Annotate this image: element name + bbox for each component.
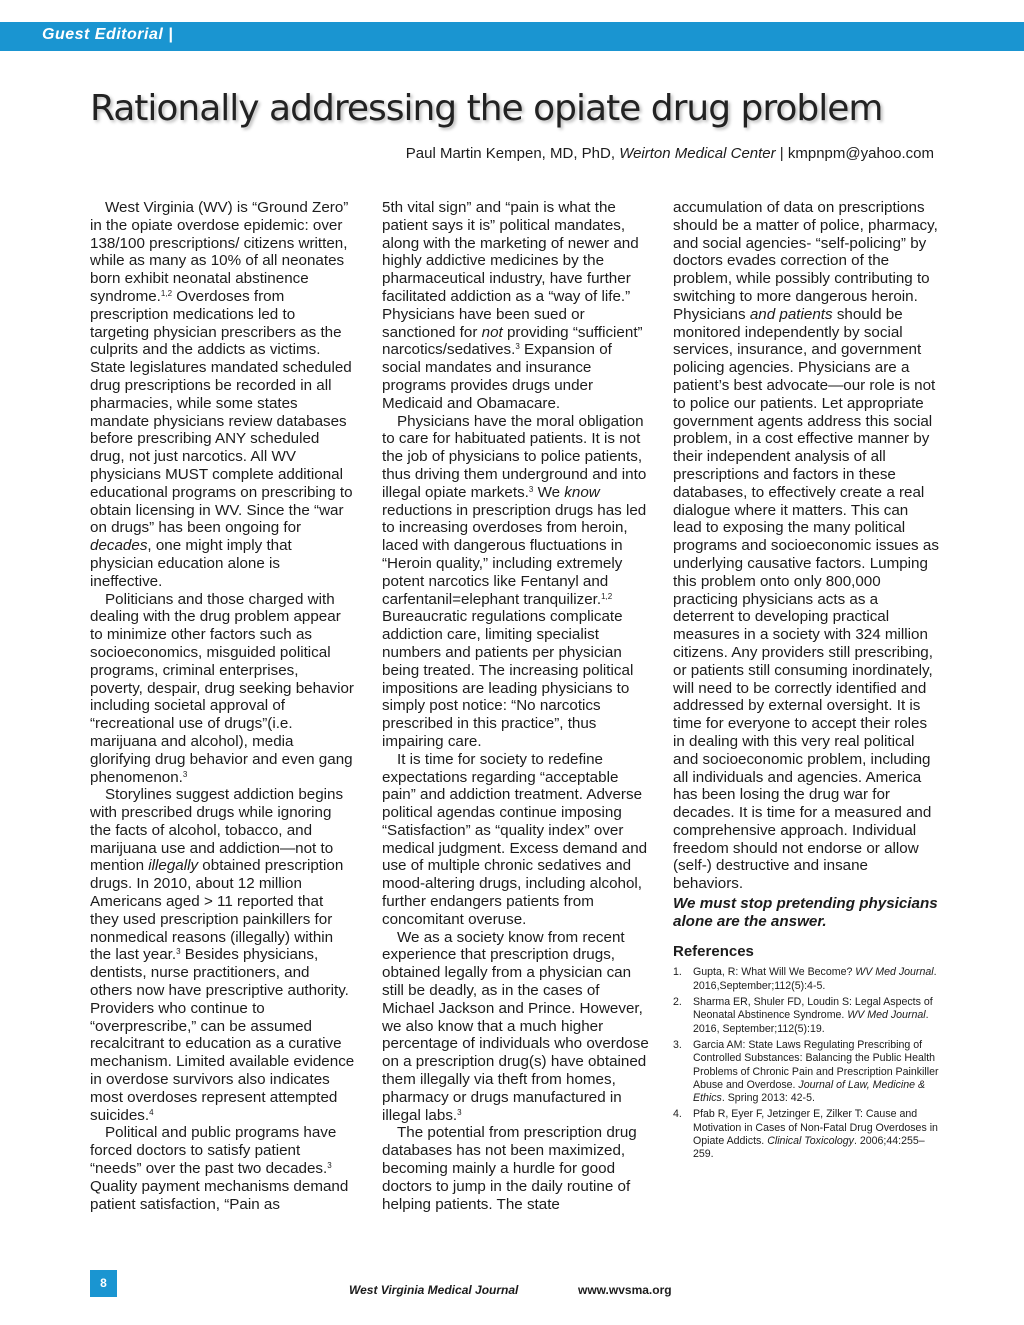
citation: 3 [176, 947, 181, 957]
page-number: 8 [90, 1270, 117, 1297]
citation: 3 [515, 342, 520, 352]
footer-journal-name: West Virginia Medical Journal [349, 1283, 519, 1297]
paragraph: Physicians have the moral obligation to care for habituated patients. It is not the job of physicians to police patients, thus driving them underground and into illegal opiate markets.$^3$ We know reductions in prescription drugs has led to increasing overdoses from heroin, laced with dangerous fluctuations in “Heroin quality,” including extremely potent narcotics like Fentanyl and carfentanil=elephant tranquilizer.$^{1,2}$ Bureaucratic regulations complicate addiction care, limiting specialist numbers and patients per physician being treated. The increasing political impositions are leading physicians to simply post notice: “No narcotics prescribed in this practice”, thus impairing care. [382, 412, 647, 750]
footer-website: www.wvsma.org [578, 1283, 672, 1297]
citation: 4 [149, 1107, 154, 1117]
citation: 1,2 [160, 288, 173, 298]
paragraph: It is time for society to redefine expectations regarding “acceptable pain” and addiction treatment. Adverse political agendas continue imposing “Satisfaction” as “quality index” over medical judgment. Excess demand and use of multiple chronic sedatives and mood-altering drugs, including alcohol, further endangers patients from concomitant overuse. [382, 750, 648, 928]
paragraph: 5th vital sign” and “pain is what the patient says it is” political mandates, along with the marketing of newer and highly addictive medicines by the pharmaceutical industry, have further facilitated addiction as a “way of life.” Physicians have been sued or sanctioned for not providing “sufficient” narcotics/sedatives.$^3$ Expansion of social mandates and insurance programs provides drugs under Medicaid and Obamacare. [382, 199, 643, 412]
section-banner [0, 22, 1024, 51]
reference-item: 4. Pfab R, Eyer F, Jetzinger E, Zilker T: Cause and Motivation in Cases of Non-Fatal Drug Overdoses in Opiate Addicts. Clinical Toxicology. 2006;44:255–259. [673, 1108, 938, 1161]
byline [406, 145, 934, 162]
reference-item: 2. Sharma ER, Shuler FD, Loudin S: Legal Aspects of Neonatal Abstinence Syndrome. WV Med Journal. 2016, September;112(5):19. [673, 996, 933, 1035]
references-heading: References [673, 942, 754, 960]
citation: 3 [457, 1107, 462, 1117]
closing-statement: We must stop pretending physicians alone are the answer. [673, 895, 938, 930]
citation: 1,2 [601, 591, 613, 601]
body-column-1 [90, 199, 355, 1213]
body-column-2 [382, 199, 650, 1213]
paragraph: The potential from prescription drug databases has not been maximized, becoming mainly a hurdle for good doctors to jump in the daily routine of helping patients. The state [382, 1124, 637, 1213]
references-list [673, 966, 941, 1161]
body-column-3 [673, 199, 941, 1165]
paragraph: accumulation of data on prescriptions should be a matter of police, pharmacy, and social agencies- “self-policing” by doctors evades correction of the problem, while possibly contributing to switching to more dangerous heroin. Physicians and patients should be monitored independently by social services, insurance, and government policing agencies. Physicians are a patient’s best advocate—our role is not to police our patients. Let appropriate government agents address this social problem, in a cost effective manner by their independent analysis of all prescriptions and factors in these databases, to effectively create a real dialogue where it matters. This can lead to exposing the many political programs and socioeconomic issues as underlying causative factors. Lumping this problem onto only 800,000 practicing physicians acts as a deterrent to developing practical measures in a society with 324 million citizens. Any providers still prescribing, or patients still consuming inordinately, will need to be correctly identified and addressed by external oversight. It is time for everyone to accept their roles in dealing with this very real political and socioeconomic problem, including all individuals and agencies. America has been losing the drug war for decades. It is time for a measured and comprehensive approach. Individual freedom should not endorse or allow (self-) destructive and insane behaviors. [673, 199, 939, 893]
reference-item: 3. Garcia AM: State Laws Regulating Prescribing of Controlled Substances: Balancing the Public Health Problems of Chronic Pain and Prescription Painkiller Abuse and Overdose. Journal of Law, Medicine & Ethics. Spring 2013: 42-5. [673, 1038, 939, 1105]
paragraph: West Virginia (WV) is “Ground Zero” in the opiate overdose epidemic: over 138/100 prescriptions/ citizens written, while as many as 10% of all neonates born exhibit neonatal abstinence syndrome.$^{1,2}$ Overdoses from prescription medications led to targeting physician prescribers as the culprits and the addicts as victims. State legislatures mandated scheduled drug prescriptions be recorded in all pharmacies, while some states mandate physicians review databases before prescribing ANY scheduled drug, not just narcotics. All WV physicians MUST complete additional educational programs on prescribing to obtain licensing in WV. Since the “war on drugs” has been ongoing for decades, one might imply that physician education alone is ineffective. [90, 199, 353, 590]
article-title: Rationally addressing the opiate drug problem [90, 88, 883, 129]
citation: 3 [528, 484, 534, 494]
section-label: Guest Editorial | [42, 26, 174, 43]
byline-separator: | [775, 145, 788, 162]
citation: 3 [182, 769, 188, 779]
author-email: kmpnpm@yahoo.com [787, 145, 934, 162]
paragraph: Politicians and those charged with dealing with the drug problem appear to minimize other factors such as socioeconomics, misguided political programs, criminal enterprises, poverty, despair, drug seeking behavior including societal approval of “recreational use of drugs”(i.e. marijuana and alcohol), media glorifying drug behavior and even gang phenomenon.$^3$ [90, 590, 354, 786]
paragraph: Storylines suggest addiction begins with prescribed drugs while ignoring the facts of alcohol, tobacco, and marijuana use and addiction—not to mention illegally obtained prescription drugs. In 2010, about 12 million Americans aged > 11 reported that they used prescription painkillers for nonmedical reasons (illegally) within the last year.$^3$ Besides physicians, dentists, nurse practitioners, and others now have prescriptive authority. Providers who continue to “overprescribe,” can be assumed recalcitrant to education as a curative mechanism. Limited available evidence in overdose survivors also indicates most overdoses represent attempted suicides.$^4$ [90, 786, 355, 1124]
author-affiliation: Weirton Medical Center [619, 145, 776, 162]
reference-item: 1. Gupta, R: What Will We Become? WV Med Journal. 2016,September;112(5):4-5. [673, 966, 937, 992]
paragraph: Political and public programs have forced doctors to satisfy patient “needs” over the past two decades.$^3$ Quality payment mechanisms demand patient satisfaction, “Pain as [90, 1124, 349, 1213]
paragraph: We as a society know from recent experience that prescription drugs, obtained legally from a physician can still be deadly, as in the cases of Michael Jackson and Prince. However, we also know that a much higher percentage of individuals who overdose on a prescription drug(s) have obtained them illegally via theft from homes, pharmacy or drugs manufactured in illegal labs.$^3$ [382, 928, 649, 1124]
citation: 3 [327, 1161, 332, 1171]
author-name: Paul Martin Kempen, MD, PhD, [405, 145, 620, 162]
